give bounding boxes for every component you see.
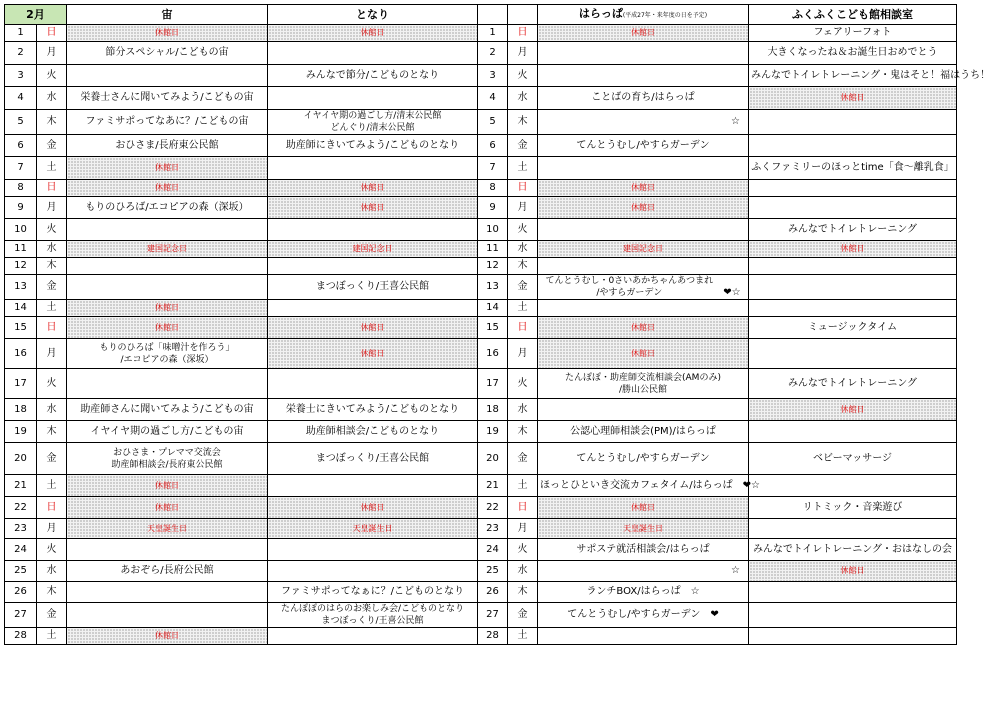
col-header-tonari: となり xyxy=(268,5,478,25)
day-number: 15 xyxy=(5,317,37,339)
weekday: 木 xyxy=(37,258,67,275)
tonari-cell: 休館日 xyxy=(268,339,478,369)
harappa-cell: 休館日 xyxy=(538,180,749,197)
weekday: 火 xyxy=(37,65,67,87)
tonari-cell: 栄養士にきいてみよう/こどものとなり xyxy=(268,399,478,421)
weekday-right: 金 xyxy=(508,443,538,475)
calendar-row xyxy=(5,399,957,421)
day-number: 10 xyxy=(5,219,37,241)
col-header-fukufuku: ふくふくこども館相談室 xyxy=(749,5,957,25)
harappa-cell xyxy=(538,582,749,603)
weekday: 土 xyxy=(37,628,67,645)
weekday-right: 火 xyxy=(508,539,538,561)
harappa-cell-text: てんとうむし・0さいあかちゃんあつまれ /やすらガーデン xyxy=(545,276,714,298)
hiroba-cell-text: もりのひろば「味噌汁を作ろう」 /エコピアの森（深坂） xyxy=(99,342,235,365)
harappa-cell: 休館日 xyxy=(538,497,749,519)
day-number-right: 5 xyxy=(478,110,508,135)
weekday: 日 xyxy=(37,497,67,519)
fukufuku-cell xyxy=(749,275,957,300)
weekday: 木 xyxy=(37,421,67,443)
calendar-row xyxy=(5,110,957,135)
tonari-cell: 休館日 xyxy=(268,180,478,197)
weekday-right: 木 xyxy=(508,110,538,135)
tonari-cell xyxy=(268,369,478,399)
day-number-right: 2 xyxy=(478,42,508,65)
hiroba-cell xyxy=(67,369,268,399)
weekday-right: 木 xyxy=(508,258,538,275)
harappa-cell xyxy=(538,65,749,87)
weekday: 月 xyxy=(37,519,67,539)
harappa-cell-text: てんとうむし/やすらガーデン xyxy=(567,609,701,620)
calendar-row xyxy=(5,443,957,475)
fukufuku-cell: みんなでトイレトレーニング・おはなしの会 xyxy=(749,539,957,561)
harappa-note: (平成27年・来年度の日を予定) xyxy=(622,11,708,19)
hiroba-cell: 栄養士さんに聞いてみよう/こどもの宙 xyxy=(67,87,268,110)
harappa-mark-icon: ☆ xyxy=(690,586,700,597)
weekday-right: 水 xyxy=(508,241,538,258)
calendar-row xyxy=(5,157,957,180)
weekday: 木 xyxy=(37,582,67,603)
tonari-cell xyxy=(268,110,478,135)
tonari-cell-text: イヤイヤ期の過ごし方/清末公民館 どんぐり/清末公民館 xyxy=(303,111,442,133)
hiroba-cell: 休館日 xyxy=(67,497,268,519)
hiroba-cell: 休館日 xyxy=(67,300,268,317)
tonari-cell xyxy=(268,561,478,582)
hiroba-cell: 休館日 xyxy=(67,25,268,42)
weekday: 金 xyxy=(37,443,67,475)
weekday-right: 日 xyxy=(508,180,538,197)
calendar-row xyxy=(5,369,957,399)
harappa-cell xyxy=(538,475,761,497)
calendar-row xyxy=(5,180,957,197)
harappa-title: はらっぱ xyxy=(578,6,623,20)
calendar-row xyxy=(5,275,957,300)
harappa-cell-text: たんぽぽ・助産師交流相談会(AMのみ) /勝山公民館 xyxy=(565,372,721,395)
day-number: 6 xyxy=(5,135,37,157)
day-number-right: 12 xyxy=(478,258,508,275)
day-number: 16 xyxy=(5,339,37,369)
weekday: 日 xyxy=(37,180,67,197)
day-number-right: 26 xyxy=(478,582,508,603)
hiroba-cell xyxy=(67,219,268,241)
fukufuku-cell xyxy=(749,339,957,369)
hiroba-cell xyxy=(67,65,268,87)
weekday: 木 xyxy=(37,110,67,135)
calendar-row xyxy=(5,197,957,219)
day-number-right: 3 xyxy=(478,65,508,87)
day-number-right: 10 xyxy=(478,219,508,241)
weekday-right: 金 xyxy=(508,135,538,157)
weekday-right: 土 xyxy=(508,475,538,497)
tonari-cell xyxy=(268,42,478,65)
calendar-row xyxy=(5,42,957,65)
harappa-cell xyxy=(538,300,749,317)
tonari-cell-text: たんぽぽのはらのお楽しみ会/こどものとなり まつぼっくり/王喜公民館 xyxy=(280,604,465,626)
calendar-row xyxy=(5,317,957,339)
hiroba-cell: 休館日 xyxy=(67,317,268,339)
harappa-cell: 休館日 xyxy=(538,317,749,339)
weekday: 土 xyxy=(37,157,67,180)
fukufuku-cell: 休館日 xyxy=(749,87,957,110)
hiroba-cell: 建国記念日 xyxy=(67,241,268,258)
day-number-right: 9 xyxy=(478,197,508,219)
harappa-cell: ことばの育ち/はらっぱ xyxy=(538,87,749,110)
day-number: 22 xyxy=(5,497,37,519)
fukufuku-cell: 大きくなったね＆お誕生日おめでとう xyxy=(749,42,957,65)
fukufuku-cell xyxy=(749,197,957,219)
day-number-right: 1 xyxy=(478,25,508,42)
day-number: 12 xyxy=(5,258,37,275)
day-number: 19 xyxy=(5,421,37,443)
fukufuku-cell: フェアリーフォト xyxy=(749,25,957,42)
calendar-row xyxy=(5,475,957,497)
tonari-cell xyxy=(268,219,478,241)
harappa-cell: 公認心理師相談会(PM)/はらっぱ xyxy=(538,421,749,443)
col-header-harappa xyxy=(538,5,749,25)
day-number-right: 22 xyxy=(478,497,508,519)
hiroba-cell: 助産師さんに聞いてみよう/こどもの宙 xyxy=(67,399,268,421)
calendar-row xyxy=(5,582,957,603)
weekday: 水 xyxy=(37,241,67,258)
day-number: 9 xyxy=(5,197,37,219)
day-number-right: 25 xyxy=(478,561,508,582)
day-number-right: 21 xyxy=(478,475,508,497)
calendar-row xyxy=(5,258,957,275)
tonari-cell xyxy=(268,300,478,317)
harappa-cell: 休館日 xyxy=(538,339,749,369)
calendar-row xyxy=(5,135,957,157)
calendar-row xyxy=(5,300,957,317)
hiroba-cell: イヤイヤ期の過ごし方/こどもの宙 xyxy=(67,421,268,443)
day-number: 28 xyxy=(5,628,37,645)
day-number-right: 20 xyxy=(478,443,508,475)
tonari-cell xyxy=(268,628,478,645)
hiroba-cell-text: おひさま・プレママ交流会 助産師相談会/長府東公民館 xyxy=(111,447,223,470)
weekday-right: 日 xyxy=(508,25,538,42)
harappa-cell xyxy=(538,219,749,241)
calendar-row xyxy=(5,628,957,645)
day-number-right: 11 xyxy=(478,241,508,258)
fukufuku-cell: 休館日 xyxy=(749,241,957,258)
day-number: 4 xyxy=(5,87,37,110)
day-number: 24 xyxy=(5,539,37,561)
fukufuku-cell: ミュージックタイム xyxy=(749,317,957,339)
day-number-right: 4 xyxy=(478,87,508,110)
fukufuku-cell xyxy=(749,180,957,197)
weekday: 土 xyxy=(37,300,67,317)
day-number: 27 xyxy=(5,603,37,628)
fukufuku-cell xyxy=(749,582,957,603)
calendar-row xyxy=(5,241,957,258)
day-number: 18 xyxy=(5,399,37,421)
harappa-cell: てんとうむし/やすらガーデン xyxy=(538,443,749,475)
fukufuku-cell xyxy=(749,258,957,275)
day-number-right: 16 xyxy=(478,339,508,369)
weekday-right: 土 xyxy=(508,300,538,317)
hiroba-cell: 休館日 xyxy=(67,628,268,645)
harappa-cell xyxy=(538,369,749,399)
day-number: 13 xyxy=(5,275,37,300)
calendar-row xyxy=(5,421,957,443)
day-number-right: 15 xyxy=(478,317,508,339)
weekday-right: 火 xyxy=(508,219,538,241)
calendar-row xyxy=(5,519,957,539)
harappa-cell: サポステ就活相談会/はらっぱ xyxy=(538,539,749,561)
calendar-row xyxy=(5,561,957,582)
weekday-right: 月 xyxy=(508,519,538,539)
weekday-right: 火 xyxy=(508,65,538,87)
calendar-row xyxy=(5,339,957,369)
harappa-cell xyxy=(538,157,749,180)
hiroba-cell xyxy=(67,258,268,275)
weekday: 水 xyxy=(37,561,67,582)
col-header-hiroba: 宙 xyxy=(67,5,268,25)
day-number-right: 27 xyxy=(478,603,508,628)
hiroba-cell xyxy=(67,443,268,475)
day-number-right: 28 xyxy=(478,628,508,645)
harappa-mark-icon: ❤☆ xyxy=(723,287,741,298)
day-number: 7 xyxy=(5,157,37,180)
col-header-weekday-spacer xyxy=(508,5,538,25)
calendar-row xyxy=(5,497,957,519)
month-header: 2月 xyxy=(5,5,67,25)
tonari-cell xyxy=(268,258,478,275)
harappa-cell xyxy=(538,275,749,300)
day-number-right: 17 xyxy=(478,369,508,399)
day-number: 5 xyxy=(5,110,37,135)
fukufuku-cell xyxy=(749,628,957,645)
weekday-right: 水 xyxy=(508,87,538,110)
harappa-mark-icon: ❤☆ xyxy=(742,479,761,491)
fukufuku-cell: リトミック・音楽遊び xyxy=(749,497,957,519)
hiroba-cell: 休館日 xyxy=(67,157,268,180)
day-number: 14 xyxy=(5,300,37,317)
tonari-cell xyxy=(268,475,478,497)
weekday: 土 xyxy=(37,475,67,497)
hiroba-cell xyxy=(67,339,268,369)
calendar-row xyxy=(5,219,957,241)
day-number: 23 xyxy=(5,519,37,539)
fukufuku-cell xyxy=(749,475,957,497)
col-header-day-spacer xyxy=(478,5,508,25)
weekday-right: 火 xyxy=(508,369,538,399)
day-number-right: 13 xyxy=(478,275,508,300)
hiroba-cell xyxy=(67,275,268,300)
weekday-right: 月 xyxy=(508,42,538,65)
tonari-cell: 休館日 xyxy=(268,497,478,519)
day-number-right: 23 xyxy=(478,519,508,539)
harappa-cell: ☆ xyxy=(538,561,749,582)
weekday: 月 xyxy=(37,42,67,65)
fukufuku-cell: 休館日 xyxy=(749,399,957,421)
day-number: 20 xyxy=(5,443,37,475)
fukufuku-cell xyxy=(749,421,957,443)
tonari-cell: 建国記念日 xyxy=(268,241,478,258)
weekday-right: 水 xyxy=(508,561,538,582)
harappa-cell: てんとうむし/やすらガーデン xyxy=(538,135,749,157)
fukufuku-cell xyxy=(749,110,957,135)
hiroba-cell: 節分スペシャル/こどもの宙 xyxy=(67,42,268,65)
day-number: 26 xyxy=(5,582,37,603)
tonari-cell: 休館日 xyxy=(268,197,478,219)
fukufuku-cell xyxy=(749,135,957,157)
day-number-right: 19 xyxy=(478,421,508,443)
harappa-cell: 休館日 xyxy=(538,197,749,219)
fukufuku-cell: みんなでトイレトレーニング・鬼はそと！福はうち！ xyxy=(749,65,957,87)
hiroba-cell xyxy=(67,539,268,561)
hiroba-cell xyxy=(67,582,268,603)
weekday: 日 xyxy=(37,317,67,339)
tonari-cell: みんなで節分/こどものとなり xyxy=(268,65,478,87)
day-number-right: 18 xyxy=(478,399,508,421)
weekday: 水 xyxy=(37,87,67,110)
harappa-cell xyxy=(538,399,749,421)
tonari-cell xyxy=(268,539,478,561)
weekday-right: 日 xyxy=(508,317,538,339)
weekday-right: 木 xyxy=(508,421,538,443)
day-number: 3 xyxy=(5,65,37,87)
tonari-cell: 休館日 xyxy=(268,317,478,339)
calendar-row xyxy=(5,25,957,42)
hiroba-cell: 休館日 xyxy=(67,475,268,497)
calendar-row xyxy=(5,603,957,628)
fukufuku-cell: 休館日 xyxy=(749,561,957,582)
day-number: 11 xyxy=(5,241,37,258)
hiroba-cell: ファミサポってなあに？/こどもの宙 xyxy=(67,110,268,135)
fukufuku-cell: ふくファミリーのほっとtime「食～離乳食」 xyxy=(749,157,957,180)
harappa-mark-icon: ❤ xyxy=(710,609,719,620)
weekday-right: 土 xyxy=(508,628,538,645)
fukufuku-cell: みんなでトイレトレーニング xyxy=(749,219,957,241)
tonari-cell: 助産師相談会/こどものとなり xyxy=(268,421,478,443)
harappa-cell: 休館日 xyxy=(538,25,749,42)
harappa-cell: ☆ xyxy=(538,110,749,135)
weekday-right: 土 xyxy=(508,157,538,180)
day-number: 17 xyxy=(5,369,37,399)
harappa-cell xyxy=(538,42,749,65)
harappa-cell: 天皇誕生日 xyxy=(538,519,749,539)
fukufuku-cell: みんなでトイレトレーニング xyxy=(749,369,957,399)
weekday: 水 xyxy=(37,399,67,421)
hiroba-cell: おひさま/長府東公民館 xyxy=(67,135,268,157)
harappa-cell xyxy=(538,603,749,628)
harappa-cell xyxy=(538,628,749,645)
weekday: 火 xyxy=(37,219,67,241)
hiroba-cell: もりのひろば/エコピアの森（深坂） xyxy=(67,197,268,219)
day-number: 25 xyxy=(5,561,37,582)
fukufuku-cell xyxy=(749,519,957,539)
day-number-right: 14 xyxy=(478,300,508,317)
harappa-cell-text: ほっとひといき交流カフェタイム/はらっぱ xyxy=(540,479,733,491)
day-number: 1 xyxy=(5,25,37,42)
tonari-cell: まつぼっくり/王喜公民館 xyxy=(268,275,478,300)
harappa-cell xyxy=(538,258,749,275)
tonari-cell: まつぼっくり/王喜公民館 xyxy=(268,443,478,475)
header-row xyxy=(5,5,957,25)
weekday: 金 xyxy=(37,603,67,628)
day-number-right: 24 xyxy=(478,539,508,561)
weekday-right: 水 xyxy=(508,399,538,421)
weekday: 火 xyxy=(37,369,67,399)
day-number-right: 7 xyxy=(478,157,508,180)
tonari-cell: 休館日 xyxy=(268,25,478,42)
hiroba-cell: 天皇誕生日 xyxy=(67,519,268,539)
harappa-cell: 建国記念日 xyxy=(538,241,749,258)
weekday: 日 xyxy=(37,25,67,42)
calendar-row xyxy=(5,65,957,87)
weekday-right: 日 xyxy=(508,497,538,519)
calendar-row xyxy=(5,539,957,561)
weekday-right: 月 xyxy=(508,197,538,219)
weekday: 金 xyxy=(37,135,67,157)
tonari-cell xyxy=(268,157,478,180)
tonari-cell: 助産師にきいてみよう/こどものとなり xyxy=(268,135,478,157)
tonari-cell xyxy=(268,603,478,628)
calendar-table xyxy=(4,4,990,645)
weekday-right: 月 xyxy=(508,339,538,369)
tonari-cell: 天皇誕生日 xyxy=(268,519,478,539)
harappa-cell-text: ランチBOX/はらっぱ xyxy=(586,586,681,597)
fukufuku-cell: ベビーマッサージ xyxy=(749,443,957,475)
calendar-row xyxy=(5,87,957,110)
fukufuku-cell xyxy=(749,300,957,317)
weekday-right: 木 xyxy=(508,582,538,603)
weekday: 火 xyxy=(37,539,67,561)
hiroba-cell: あおぞら/長府公民館 xyxy=(67,561,268,582)
day-number: 8 xyxy=(5,180,37,197)
fukufuku-cell xyxy=(749,603,957,628)
weekday: 月 xyxy=(37,339,67,369)
day-number: 21 xyxy=(5,475,37,497)
day-number: 2 xyxy=(5,42,37,65)
tonari-cell: ファミサポってなぁに？/こどものとなり xyxy=(268,582,478,603)
day-number-right: 6 xyxy=(478,135,508,157)
day-number-right: 8 xyxy=(478,180,508,197)
weekday: 金 xyxy=(37,275,67,300)
hiroba-cell: 休館日 xyxy=(67,180,268,197)
weekday-right: 金 xyxy=(508,275,538,300)
tonari-cell xyxy=(268,87,478,110)
weekday: 月 xyxy=(37,197,67,219)
weekday-right: 金 xyxy=(508,603,538,628)
hiroba-cell xyxy=(67,603,268,628)
